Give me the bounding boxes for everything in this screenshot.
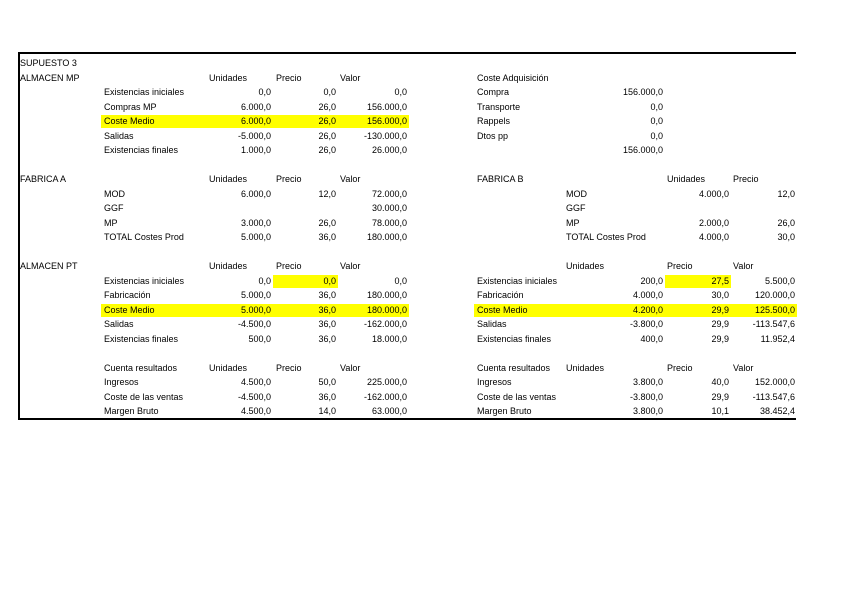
frame-bottom-border bbox=[18, 418, 796, 420]
coste-adquisicion-row-label: Rappels bbox=[477, 116, 511, 126]
supuesto-title: SUPUESTO 3 bbox=[20, 58, 77, 68]
almacen-mp-row-unidades: -5.000,0 bbox=[237, 130, 271, 141]
almacen-mp-row-valor: 26.000,0 bbox=[371, 145, 407, 155]
resultados-b-row-label: Margen Bruto bbox=[477, 406, 532, 416]
almacen-mp-row-unidades: 6.000,0 bbox=[240, 116, 271, 126]
almacen-pt-row-unidades: 0,0 bbox=[258, 275, 271, 286]
almacen-pt-b-row-unidades: 200,0 bbox=[640, 275, 663, 286]
almacen-pt-row-label: Existencias iniciales bbox=[104, 275, 185, 286]
almacen-pt-b-row-precio: 29,9 bbox=[711, 333, 729, 344]
fabrica-b-row-label: GGF bbox=[566, 203, 586, 213]
fabrica-b-row-unidades: 4.000,0 bbox=[698, 232, 729, 242]
resultados-b-header-unidades: Unidades bbox=[566, 362, 605, 373]
fabrica-b-header-unidades: Unidades bbox=[667, 174, 706, 184]
resultados-a-row-unidades: 4.500,0 bbox=[240, 406, 271, 416]
almacen-pt-header-precio: Precio bbox=[276, 261, 302, 271]
almacen-pt-row-unidades: 5.000,0 bbox=[240, 290, 271, 300]
fabrica-b-title: FABRICA B bbox=[477, 174, 524, 184]
almacen-pt-b-header-unidades: Unidades bbox=[566, 261, 605, 271]
almacen-pt-row-precio: 36,0 bbox=[318, 290, 336, 300]
almacen-pt-row-valor: -162.000,0 bbox=[363, 319, 407, 329]
almacen-mp-header-valor: Valor bbox=[340, 72, 361, 83]
almacen-mp-row-precio: 26,0 bbox=[318, 130, 336, 141]
resultados-b-row-unidades: 3.800,0 bbox=[632, 406, 663, 416]
almacen-pt-row-unidades: 500,0 bbox=[248, 333, 271, 344]
fabrica-a-row-valor: 78.000,0 bbox=[371, 217, 407, 228]
resultados-a-header-precio: Precio bbox=[276, 362, 302, 373]
fabrica-a-row-unidades: 5.000,0 bbox=[240, 232, 271, 242]
almacen-mp-row-label: Existencias iniciales bbox=[104, 87, 185, 97]
fabrica-a-row-valor: 30.000,0 bbox=[371, 203, 407, 213]
spreadsheet-sheet bbox=[18, 52, 796, 420]
almacen-pt-b-row-valor: -113.547,6 bbox=[752, 319, 795, 329]
resultados-b-row-label: Coste de las ventas bbox=[477, 391, 557, 402]
fabrica-b-row-label: TOTAL Costes Prod bbox=[566, 232, 646, 242]
almacen-mp-row-label: Existencias finales bbox=[104, 145, 179, 155]
fabrica-a-row-precio bbox=[266, 201, 336, 215]
almacen-pt-b-row-label: Existencias finales bbox=[477, 333, 552, 344]
almacen-mp-row-precio: 26,0 bbox=[318, 145, 336, 155]
almacen-mp-row-valor: 156.000,0 bbox=[366, 116, 407, 126]
almacen-pt-header-valor: Valor bbox=[340, 261, 361, 271]
resultados-a-row-valor: -162.000,0 bbox=[363, 391, 407, 402]
fabrica-b-row-unidades bbox=[659, 201, 729, 215]
resultados-b-row-unidades: -3.800,0 bbox=[629, 391, 663, 402]
fabrica-a-row-precio: 26,0 bbox=[318, 217, 336, 228]
almacen-pt-row-valor: 180.000,0 bbox=[366, 304, 407, 315]
resultados-b-row-label: Ingresos bbox=[477, 377, 512, 387]
almacen-pt-b-row-label: Coste Medio bbox=[477, 304, 528, 315]
coste-adquisicion-row-value: 156.000,0 bbox=[622, 87, 663, 97]
frame-top-border bbox=[18, 52, 796, 54]
almacen-pt-b-row-valor: 120.000,0 bbox=[754, 290, 795, 300]
almacen-mp-title: ALMACEN MP bbox=[20, 72, 80, 83]
almacen-pt-b-row-valor: 11.952,4 bbox=[760, 333, 795, 344]
almacen-mp-row-precio: 0,0 bbox=[323, 87, 336, 97]
almacen-mp-header-unidades: Unidades bbox=[209, 72, 248, 83]
fabrica-a-header-precio: Precio bbox=[276, 174, 302, 184]
frame-left-border bbox=[18, 52, 20, 420]
almacen-pt-row-label: Existencias finales bbox=[104, 333, 179, 344]
resultados-b-header-valor: Valor bbox=[733, 362, 754, 373]
almacen-pt-row-precio: 36,0 bbox=[318, 304, 336, 315]
almacen-pt-b-row-precio: 29,9 bbox=[711, 319, 729, 329]
fabrica-b-row-label: MOD bbox=[566, 188, 587, 199]
resultados-a-row-precio: 14,0 bbox=[318, 406, 336, 416]
fabrica-a-row-label: MP bbox=[104, 217, 118, 228]
resultados-b-row-valor: 152.000,0 bbox=[754, 377, 795, 387]
almacen-pt-title: ALMACEN PT bbox=[20, 261, 78, 271]
fabrica-b-row-unidades: 4.000,0 bbox=[698, 188, 729, 199]
fabrica-a-row-label: MOD bbox=[104, 188, 125, 199]
fabrica-b-row-unidades: 2.000,0 bbox=[698, 217, 729, 228]
coste-adquisicion-row-value: 0,0 bbox=[650, 101, 663, 112]
resultados-b-row-precio: 29,9 bbox=[711, 391, 729, 402]
almacen-pt-row-precio: 36,0 bbox=[318, 333, 336, 344]
fabrica-a-row-label: TOTAL Costes Prod bbox=[104, 232, 184, 242]
resultados-a-row-unidades: -4.500,0 bbox=[237, 391, 271, 402]
resultados-a-row-valor: 63.000,0 bbox=[371, 406, 407, 416]
almacen-mp-row-label: Coste Medio bbox=[104, 116, 155, 126]
almacen-pt-b-row-precio: 30,0 bbox=[711, 290, 729, 300]
almacen-pt-b-row-label: Existencias iniciales bbox=[477, 275, 558, 286]
almacen-pt-b-header-valor: Valor bbox=[733, 261, 754, 271]
almacen-pt-b-row-precio: 29,9 bbox=[711, 304, 729, 315]
resultados-a-row-label: Margen Bruto bbox=[104, 406, 159, 416]
almacen-mp-row-label: Salidas bbox=[104, 130, 134, 141]
fabrica-b-row-precio: 30,0 bbox=[777, 232, 795, 242]
fabrica-b-row-label: MP bbox=[566, 217, 580, 228]
coste-adquisicion-row-value: 0,0 bbox=[650, 130, 663, 141]
resultados-a-row-valor: 225.000,0 bbox=[366, 377, 407, 387]
fabrica-a-row-valor: 72.000,0 bbox=[371, 188, 407, 199]
coste-adquisicion-row-value: 0,0 bbox=[650, 116, 663, 126]
resultados-b-row-precio: 10,1 bbox=[711, 406, 729, 416]
fabrica-a-row-valor: 180.000,0 bbox=[366, 232, 407, 242]
almacen-pt-row-valor: 0,0 bbox=[394, 275, 407, 286]
resultados-a-header-valor: Valor bbox=[340, 362, 361, 373]
almacen-pt-header-unidades: Unidades bbox=[209, 261, 248, 271]
coste-adquisicion-row-label: Transporte bbox=[477, 101, 521, 112]
almacen-pt-b-row-precio: 27,5 bbox=[711, 275, 729, 286]
almacen-mp-row-precio: 26,0 bbox=[318, 116, 336, 126]
resultados-b-row-unidades: 3.800,0 bbox=[632, 377, 663, 387]
fabrica-b-header-precio: Precio bbox=[733, 174, 759, 184]
fabrica-b-row-precio: 12,0 bbox=[777, 188, 795, 199]
almacen-mp-row-valor: 156.000,0 bbox=[366, 101, 407, 112]
almacen-pt-b-row-valor: 5.500,0 bbox=[764, 275, 795, 286]
fabrica-a-header-unidades: Unidades bbox=[209, 174, 248, 184]
coste-adquisicion-row-label: Compra bbox=[477, 87, 510, 97]
fabrica-a-header-valor: Valor bbox=[340, 174, 361, 184]
fabrica-b-row-precio: 26,0 bbox=[777, 217, 795, 228]
almacen-mp-row-valor: -130.000,0 bbox=[363, 130, 407, 141]
almacen-mp-row-precio: 26,0 bbox=[318, 101, 336, 112]
coste-adquisicion-title: Coste Adquisición bbox=[477, 72, 549, 83]
fabrica-b-row-precio bbox=[725, 201, 795, 215]
fabrica-a-row-unidades: 3.000,0 bbox=[240, 217, 271, 228]
fabrica-a-row-unidades: 6.000,0 bbox=[240, 188, 271, 199]
resultados-a-row-label: Ingresos bbox=[104, 377, 139, 387]
resultados-b-row-valor: -113.547,6 bbox=[752, 391, 795, 402]
almacen-mp-row-unidades: 1.000,0 bbox=[240, 145, 271, 155]
almacen-mp-row-valor: 0,0 bbox=[394, 87, 407, 97]
almacen-pt-row-label: Coste Medio bbox=[104, 304, 155, 315]
almacen-pt-b-row-unidades: -3.800,0 bbox=[629, 319, 663, 329]
resultados-b-row-valor: 38.452,4 bbox=[759, 406, 795, 416]
fabrica-a-row-precio: 36,0 bbox=[318, 232, 336, 242]
almacen-mp-row-label: Compras MP bbox=[104, 101, 157, 112]
almacen-pt-b-row-label: Salidas bbox=[477, 319, 507, 329]
almacen-mp-row-unidades: 6.000,0 bbox=[240, 101, 271, 112]
fabrica-a-title: FABRICA A bbox=[20, 174, 67, 184]
almacen-pt-b-row-unidades: 4.000,0 bbox=[632, 290, 663, 300]
almacen-pt-b-row-valor: 125.500,0 bbox=[754, 304, 795, 315]
resultados-a-title: Cuenta resultados bbox=[104, 362, 178, 373]
fabrica-a-row-label: GGF bbox=[104, 203, 124, 213]
almacen-pt-b-header-precio: Precio bbox=[667, 261, 693, 271]
resultados-a-header-unidades: Unidades bbox=[209, 362, 248, 373]
resultados-b-header-precio: Precio bbox=[667, 362, 693, 373]
resultados-a-row-precio: 50,0 bbox=[318, 377, 336, 387]
almacen-pt-row-label: Salidas bbox=[104, 319, 134, 329]
fabrica-a-row-precio: 12,0 bbox=[318, 188, 336, 199]
almacen-pt-row-unidades: -4.500,0 bbox=[237, 319, 271, 329]
almacen-pt-row-valor: 180.000,0 bbox=[366, 290, 407, 300]
almacen-pt-row-unidades: 5.000,0 bbox=[240, 304, 271, 315]
almacen-pt-row-valor: 18.000,0 bbox=[371, 333, 407, 344]
almacen-pt-b-row-unidades: 4.200,0 bbox=[632, 304, 663, 315]
resultados-a-row-unidades: 4.500,0 bbox=[240, 377, 271, 387]
resultados-a-row-label: Coste de las ventas bbox=[104, 391, 184, 402]
almacen-pt-b-row-label: Fabricación bbox=[477, 290, 524, 300]
resultados-b-row-precio: 40,0 bbox=[711, 377, 729, 387]
resultados-b-title: Cuenta resultados bbox=[477, 362, 551, 373]
almacen-pt-row-precio: 0,0 bbox=[323, 275, 336, 286]
resultados-a-row-precio: 36,0 bbox=[318, 391, 336, 402]
coste-adquisicion-total: 156.000,0 bbox=[622, 145, 663, 155]
almacen-pt-row-label: Fabricación bbox=[104, 290, 151, 300]
almacen-pt-row-precio: 36,0 bbox=[318, 319, 336, 329]
almacen-pt-b-row-unidades: 400,0 bbox=[640, 333, 663, 344]
almacen-mp-row-unidades: 0,0 bbox=[258, 87, 271, 97]
fabrica-a-row-unidades bbox=[201, 201, 271, 215]
coste-adquisicion-row-label: Dtos pp bbox=[477, 130, 509, 141]
almacen-mp-header-precio: Precio bbox=[276, 72, 302, 83]
